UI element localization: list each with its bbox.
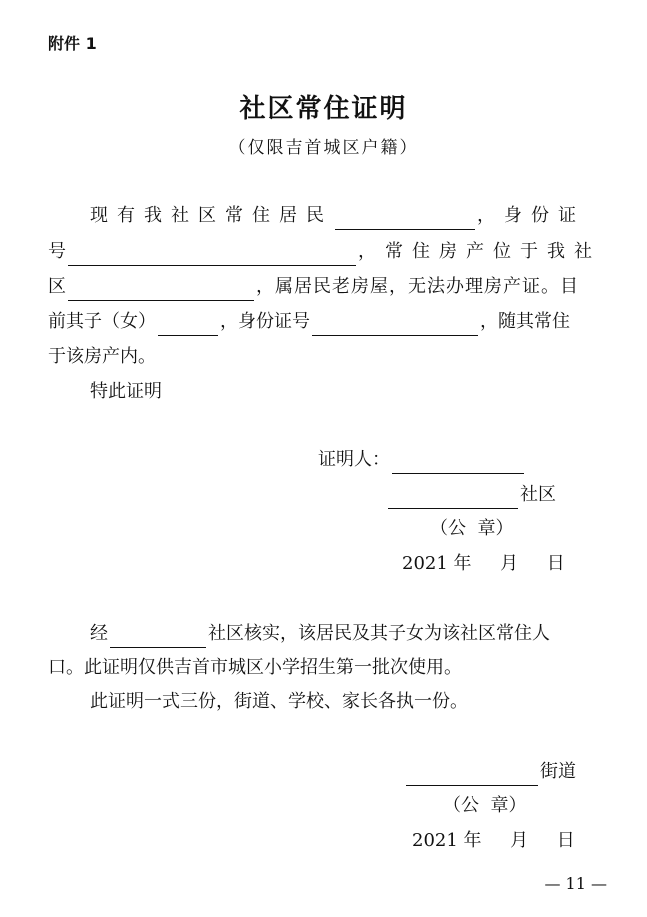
street-name-blank [406, 765, 538, 786]
verify-line-2: 口。此证明仅供吉首市城区小学招生第一批次使用。 [48, 657, 462, 678]
body-text: 区 [48, 276, 66, 297]
street-date: 2021 年 月 日 [412, 830, 575, 851]
body-text: ，属居民老房屋，无法办理房产证。目 [256, 276, 579, 297]
child-name-blank [158, 315, 218, 336]
document-subtitle: （仅限吉首城区户籍） [228, 138, 419, 158]
attachment-label: 附件 1 [48, 34, 97, 53]
community-label: 社区 [520, 484, 556, 505]
body-line-1 [90, 202, 585, 230]
street-row [404, 758, 576, 786]
property-address-blank [68, 280, 254, 301]
body-line-3 [48, 273, 579, 301]
community-date: 2021 年 月 日 [402, 553, 565, 574]
verify-line-3: 此证明一式三份，街道、学校、家长各执一份。 [90, 691, 468, 712]
verify-line-1 [90, 620, 550, 648]
verify-community-blank [110, 627, 206, 648]
verify-text: 社区核实，该居民及其子女为该社区常住人 [208, 623, 550, 644]
body-text: ，身份证号 [220, 311, 310, 332]
certifier-label: 证明人： [318, 449, 390, 470]
body-line-4 [48, 308, 570, 336]
certifier-row [318, 446, 526, 474]
community-name-blank [388, 488, 518, 509]
community-seal: （公 章） [430, 518, 514, 539]
body-text: 前其子（女） [48, 311, 156, 332]
body-text: ，随其常住 [480, 311, 570, 332]
verify-text: 经 [90, 623, 108, 644]
id-number-blank [68, 245, 356, 266]
community-row [386, 481, 556, 509]
body-text: 号 [48, 241, 66, 262]
certifier-blank [392, 453, 524, 474]
street-label: 街道 [540, 761, 576, 782]
document-title: 社区常住证明 [239, 94, 408, 124]
body-line-2 [48, 238, 601, 266]
page-number: — 11 — [544, 874, 607, 893]
child-id-blank [312, 315, 478, 336]
street-seal: （公 章） [443, 795, 527, 816]
body-line-5: 于该房产内。 [48, 346, 156, 367]
body-text: 现有我社区常住居民 [90, 205, 333, 226]
body-text: ，身份证 [477, 205, 585, 226]
body-line-6: 特此证明 [90, 381, 162, 402]
body-text: ，常住房产位于我社 [358, 241, 601, 262]
resident-name-blank [335, 209, 475, 230]
